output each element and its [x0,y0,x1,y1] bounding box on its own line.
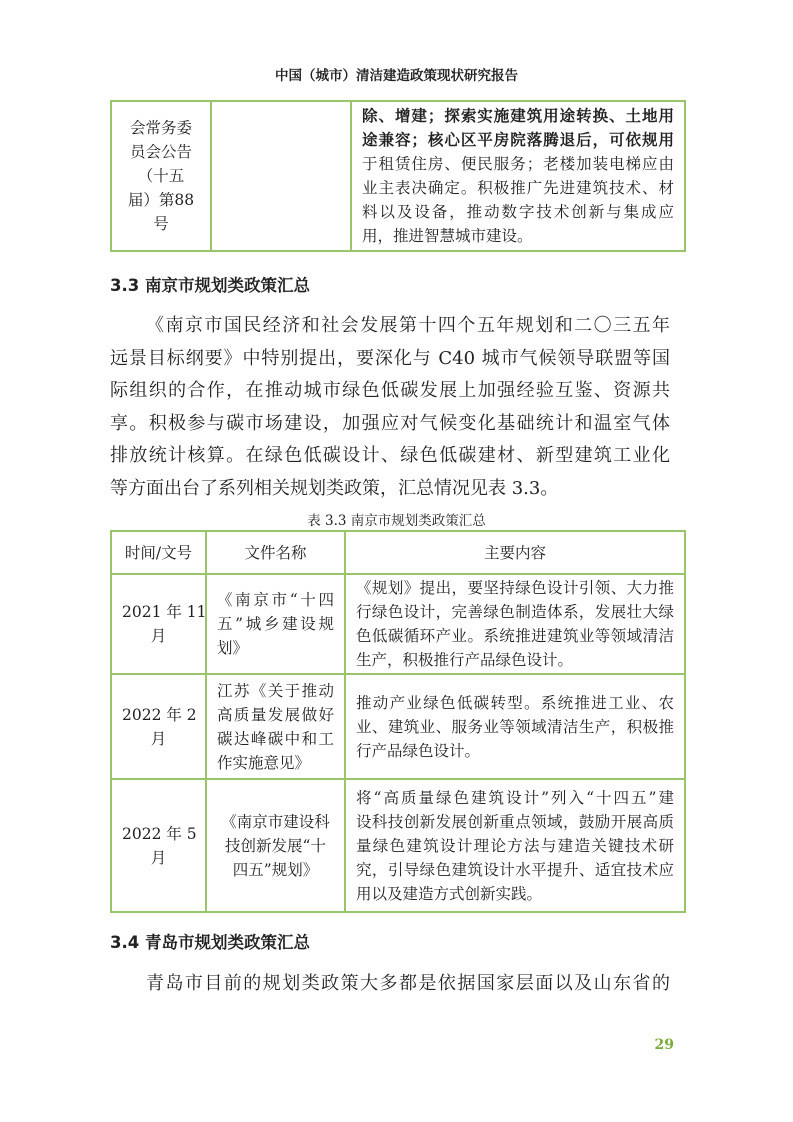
cell-time [111,779,206,912]
table-row [111,674,685,779]
text-line: 行产品绿色设计。 [356,741,481,760]
text-line: 四五”规划》 [232,860,319,879]
text-line: 员会公告 [129,143,192,161]
cell-content [345,574,685,674]
cell-time [111,574,206,674]
text-line: 高质量发展做好 [217,705,334,724]
text-line: 《南京市“十四 [217,591,334,609]
text-line: 月 [150,729,167,748]
cell-name [206,674,345,779]
text-line: 等方面出台了系列相关规划类政策，汇总情况见表 3.3。 [110,477,559,499]
header-name: 文件名称 [206,531,345,574]
table-caption: 表 3.3 南京市规划类政策汇总 [307,513,486,529]
text-line: 碳达峰碳中和工 [217,729,334,748]
text-line: 技创新发展“十 [225,836,326,855]
cell-name [206,779,345,912]
text-line: 届）第88 [127,191,195,209]
cell-content [345,779,685,912]
text-line: 用以及建造方式创新实践。 [356,884,543,903]
cell-content [345,674,685,779]
cell-name [206,574,345,674]
continued-policy-table [110,100,686,252]
page-number: 29 [654,1037,674,1053]
text-line: （十五 [137,167,185,185]
text-line: 将“高质量绿色建筑设计”列入“十四五”建 [356,788,674,807]
text-line: 五”城乡建设规 [217,615,334,633]
text-line: 行绿色设计，完善绿色制造体系，发展壮大绿 [356,603,674,621]
text-line: 2022 年 5 [122,824,197,843]
nanjing-policy-table [110,530,686,913]
text-line: 业主表决确定。积极推广先进建筑技术、材 [362,179,674,197]
text-line: 排放统计核算。在绿色低碳设计、绿色低碳建材、新型建筑工业化 [110,445,670,467]
table-header-row [111,531,685,574]
text-line: 月 [150,627,167,645]
text-line: 业、建筑业、服务业等领域清洁生产，积极推 [356,717,674,736]
table-row [111,574,685,674]
text-line: 划》 [217,639,249,657]
running-header: 中国（城市）清洁建造政策现状研究报告 [275,68,518,84]
text-line: 远景目标纲要》中特别提出，要深化与 C40 城市气候领导联盟等国 [110,347,670,369]
text-line: 号 [153,215,169,233]
text-line: 于租赁住房、便民服务；老楼加装电梯应由 [362,155,674,173]
text-line: 江苏《关于推动 [217,681,334,700]
text-line: 生产，积极推行产品绿色设计。 [356,651,574,669]
table-row [111,101,685,251]
text-line: 料以及设备，推动数字技术创新与集成应 [362,203,674,221]
table-row [111,779,685,912]
cell-time [111,674,206,779]
text-line: 2021 年 11 [122,603,207,621]
header-time: 时间/文号 [111,531,206,574]
cell-content [351,101,685,251]
cell-time [111,101,211,251]
text-line: 推动产业绿色低碳转型。系统推进工业、农 [356,693,674,712]
cell-name [211,101,351,251]
text-line: 《南京市国民经济和社会发展第十四个五年规划和二〇三五年 [146,315,670,336]
text-line: 设科技创新发展创新重点领域，鼓励开展高质 [356,812,674,831]
text-line: 享。积极参与碳市场建设，加强应对气候变化基础统计和温室气体 [110,412,670,434]
paragraph-3-4 [110,968,670,1001]
text-line: 2022 年 2 [122,705,197,724]
text-line: 月 [150,848,167,867]
text-line: 量绿色建筑设计理论方法与建造关键技术研 [356,836,674,855]
text-line: 际组织的合作，在推动城市绿色低碳发展上加强经验互鉴、资源共 [110,380,670,402]
text-line: 《规划》提出，要坚持绿色设计引领、大力推 [356,579,674,597]
section-heading-3-4: 3.4 青岛市规划类政策汇总 [110,933,310,952]
header-content: 主要内容 [345,531,685,574]
text-line: 除、增建；探索实施建筑用途转换、土地用 [362,106,674,125]
text-line: 途兼容；核心区平房院落腾退后，可依规用 [362,130,674,149]
text-line: 《南京市建设科 [221,812,330,831]
paragraph-3-3 [110,310,670,506]
text-line: 青岛市目前的规划类政策大多都是依据国家层面以及山东省的 [146,973,670,994]
text-line: 色低碳循环产业。系统推进建筑业等领域清洁 [356,627,674,645]
text-line: 究，引导绿色建筑设计水平提升、适宜技术应 [356,860,674,879]
text-line: 用，推进智慧城市建设。 [362,227,533,245]
text-line: 作实施意见》 [217,753,311,772]
text-line: 会常务委 [129,119,192,137]
section-heading-3-3: 3.3 南京市规划类政策汇总 [110,276,310,295]
